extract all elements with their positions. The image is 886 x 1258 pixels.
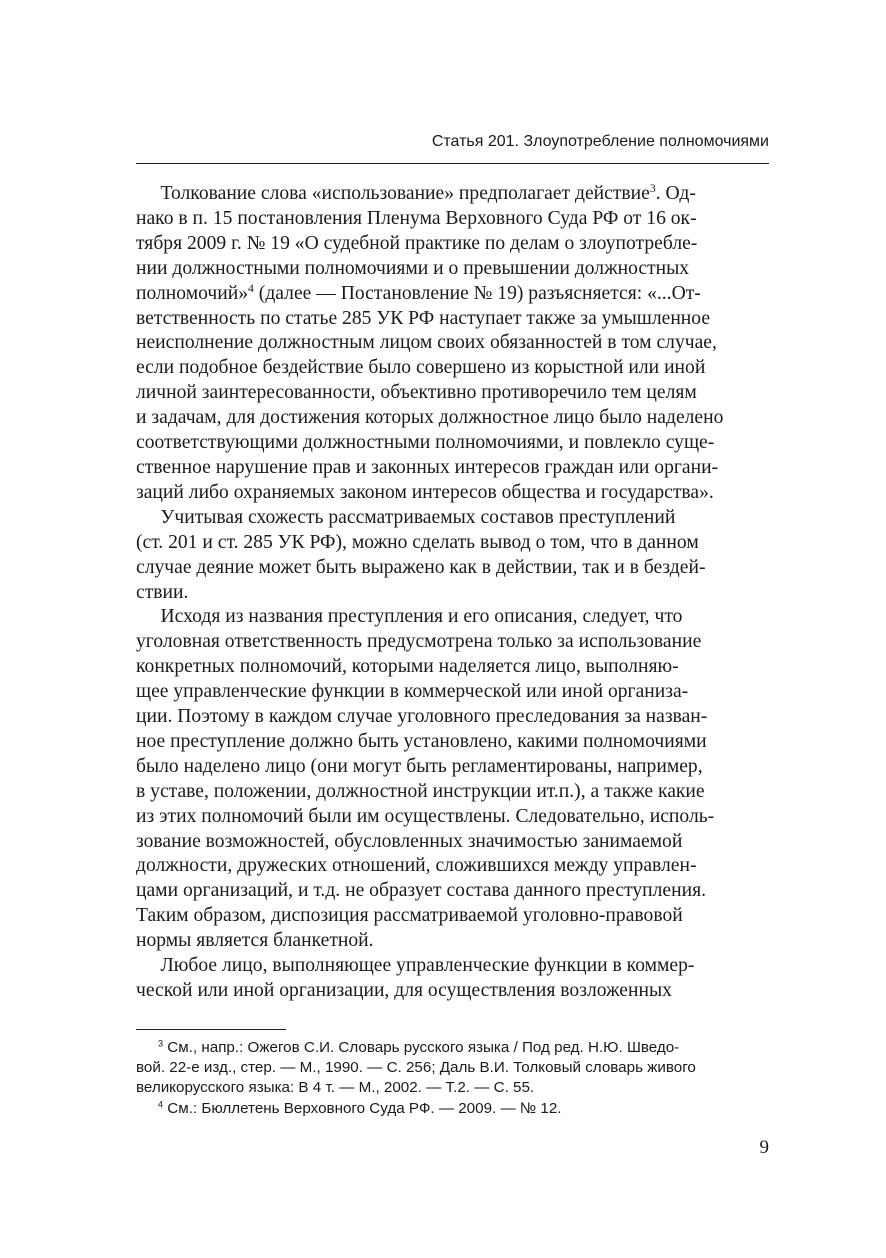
text-line: из этих полномочий были им осуществлены. Следовательно, исполь- [136,805,715,827]
main-text [136,182,769,1004]
footnote-line: $^4$ См.: Бюллетень Верховного Суда РФ. — 2009. — № 12. [158,1099,562,1117]
text-line: цами организаций, и т.д. не образует состава данного преступления. [136,880,707,902]
text-line: нии должностными полномочиями и о превышении должностных [136,257,690,279]
footnote-number: 4 [158,1099,164,1110]
text-line: неисполнение должностным лицом своих обязанностей в том случае, [136,332,717,354]
text-line: нако в п. 15 постановления Пленума Верховного Суда РФ от 16 ок- [136,207,697,229]
footnote-ref: 4 [248,281,254,295]
text-line: было наделено лицо (они могут быть регламентированы, например, [136,755,703,777]
header-divider [136,163,769,164]
text-line: ческой или иной организации, для осуществления возложенных [136,980,672,1001]
text-line: личной заинтересованности, объективно противоречило тем целям [136,382,697,404]
text-line: щее управленческие функции в коммерческой или иной организа- [136,681,689,703]
text-line: уголовная ответственность предусмотрена только за использование [136,631,702,653]
text-line: (ст. 201 и ст. 285 УК РФ), можно сделать вывод о том, что в данном [136,531,699,553]
footnote-line: вой. 22-е изд., стер. — М., 1990. — С. 256; Даль В.И. Толковый словарь живого [136,1059,696,1077]
text-line: случае деяние может быть выражено как в действии, так и в бездей- [136,556,706,578]
text-line: полномочий»$^4$ (далее — Постановление № 19) разъясняется: «...От- [136,281,701,304]
footnote-line: $^3$ См., напр.: Ожегов С.И. Словарь русского языка / Под ред. Н.Ю. Шведо- [158,1038,680,1056]
text-line: ветственность по статье 285 УК РФ наступает также за умышленное [136,307,711,329]
text-line: тября 2009 г. № 19 «О судебной практике по делам о злоупотребле- [136,232,698,254]
text-line: зование возможностей, обусловленных значимостью занимаемой [136,830,683,852]
text-line: Исходя из названия преступления и его описания, следует, что [136,606,683,628]
text-line: Толкование слова «использование» предполагает действие$^3$. Од- [136,181,696,204]
text-line: ствии. [136,581,189,603]
text-line: ции. Поэтому в каждом случае уголовного преследования за назван- [136,706,708,728]
footnote-number: 3 [158,1038,164,1049]
text-line: конкретных полномочий, которыми наделяется лицо, выполняю- [136,656,679,678]
footnotes [136,1038,776,1119]
text-line: соответствующими должностными полномочиями, и повлекло суще- [136,432,715,454]
text-line: Таким образом, диспозиция рассматриваемой уголовно-правовой [136,905,683,927]
footnote-ref: 3 [649,181,656,195]
text-line: ное преступление должно быть установлено, какими полномочиями [136,730,707,752]
page-number: 9 [759,1137,769,1158]
text-line: Любое лицо, выполняющее управленческие функции в коммер- [136,955,695,977]
running-header [136,128,769,156]
text-line: и задачам, для достижения которых должностное лицо было наделено [136,407,724,429]
text-line: Учитывая схожесть рассматриваемых составов преступлений [136,506,676,528]
text-line: если подобное бездействие было совершено из корыстной или иной [136,357,706,379]
running-header-title: Статья 201. Злоупотребление полномочиями [431,133,769,150]
text-line: ственное нарушение прав и законных интересов граждан или органи- [136,456,719,478]
footnote-divider [136,1029,286,1030]
text-line: нормы является бланкетной. [136,930,374,952]
text-line: в уставе, положении, должностной инструкции ит.п.), а также какие [136,780,705,802]
text-line: должности, дружеских отношений, сложившихся между управлен- [136,855,697,877]
footnote-line: великорусского языка: В 4 т. — М., 2002. — Т.2. — С. 55. [136,1079,535,1097]
text-line: заций либо охраняемых законом интересов общества и государства». [136,481,714,503]
